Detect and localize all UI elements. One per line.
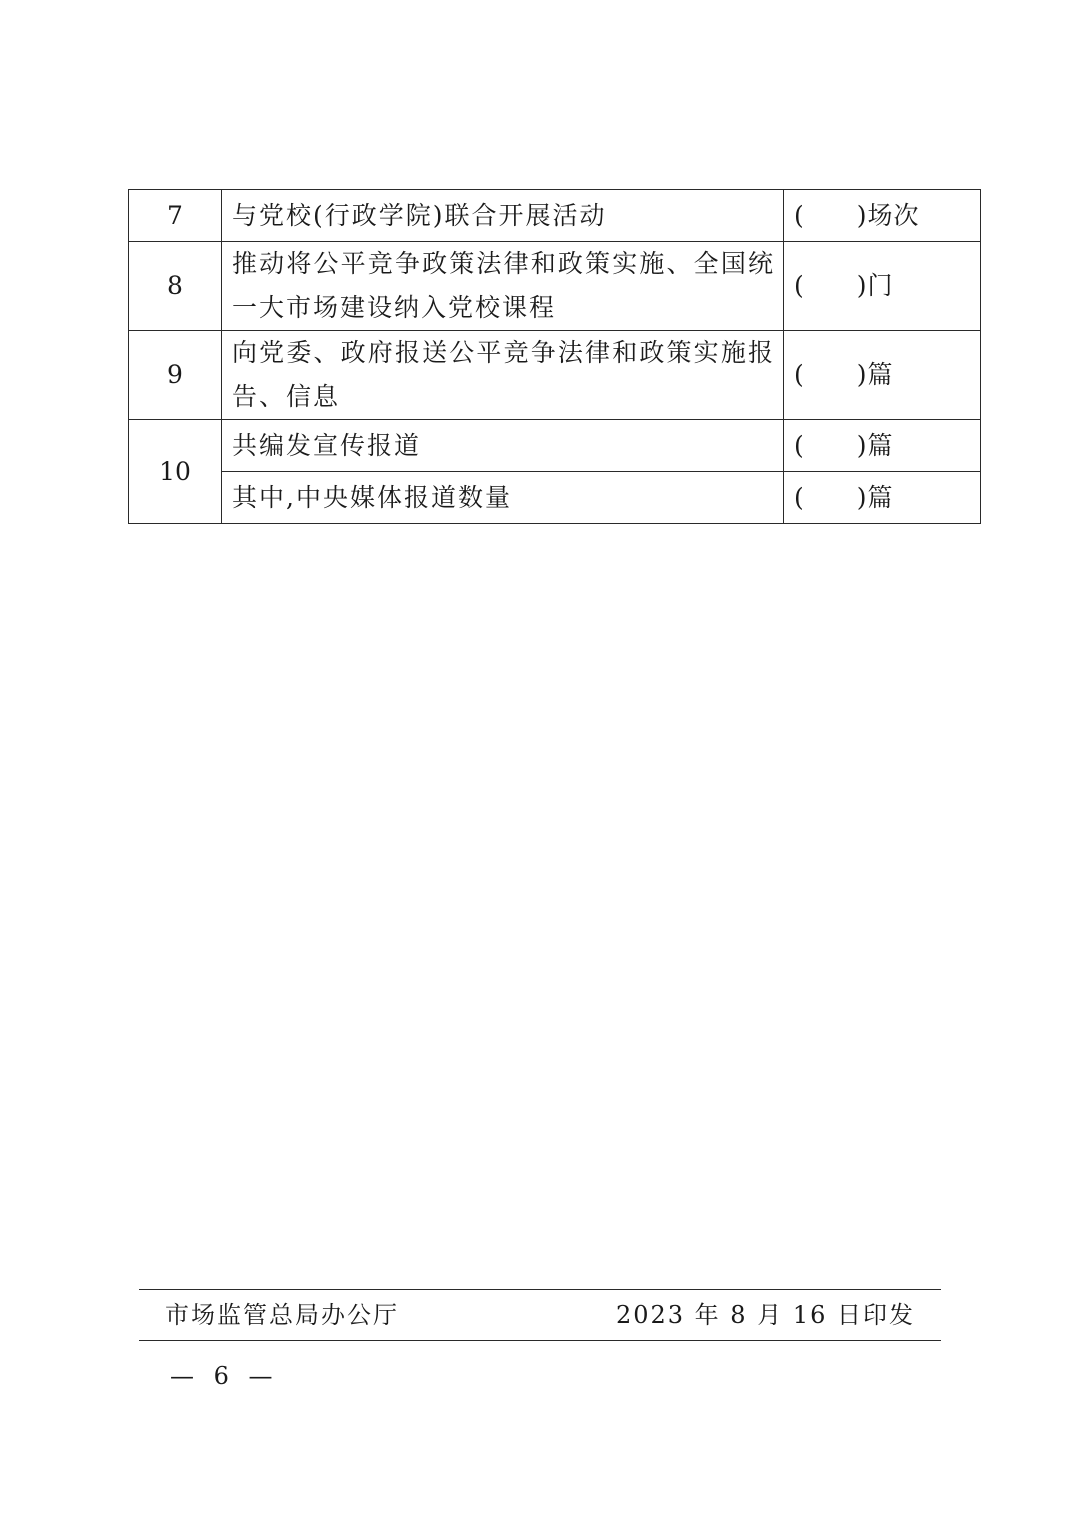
table-row (129, 190, 981, 242)
row-item-text: 共编发宣传报道 (232, 430, 422, 460)
row-item-text: 向党委、政府报送公平竞争法律和政策实施报告、信息 (232, 338, 775, 411)
row-number: 9 (129, 331, 222, 420)
table-row (129, 420, 981, 472)
row-item (222, 420, 784, 472)
row-count: ( )篇 (784, 420, 981, 472)
table-row (129, 331, 981, 420)
issue-date: 2023 年 8 月 16 日印发 (615, 1301, 915, 1329)
statistics-table (128, 189, 981, 524)
row-item-text: 其中,中央媒体报道数量 (232, 482, 512, 512)
row-count: ( )场次 (784, 190, 981, 242)
row-count: ( )门 (784, 242, 981, 331)
row-item (222, 331, 784, 420)
row-item (222, 472, 784, 524)
row-item-text: 与党校(行政学院)联合开展活动 (232, 200, 607, 230)
row-item-text: 推动将公平竞争政策法律和政策实施、全国统一大市场建设纳入党校课程 (232, 249, 775, 322)
row-count: ( )篇 (784, 472, 981, 524)
row-item (222, 242, 784, 331)
table-row (129, 472, 981, 524)
footer-bottom-rule (139, 1340, 941, 1341)
footer-top-rule (139, 1289, 941, 1290)
row-number: 10 (129, 420, 222, 524)
row-number: 7 (129, 190, 222, 242)
issuing-office: 市场监管总局办公厅 (165, 1301, 399, 1329)
table-row (129, 242, 981, 331)
page-number: — 6 — (170, 1362, 279, 1390)
row-item (222, 190, 784, 242)
row-number: 8 (129, 242, 222, 331)
row-count: ( )篇 (784, 331, 981, 420)
